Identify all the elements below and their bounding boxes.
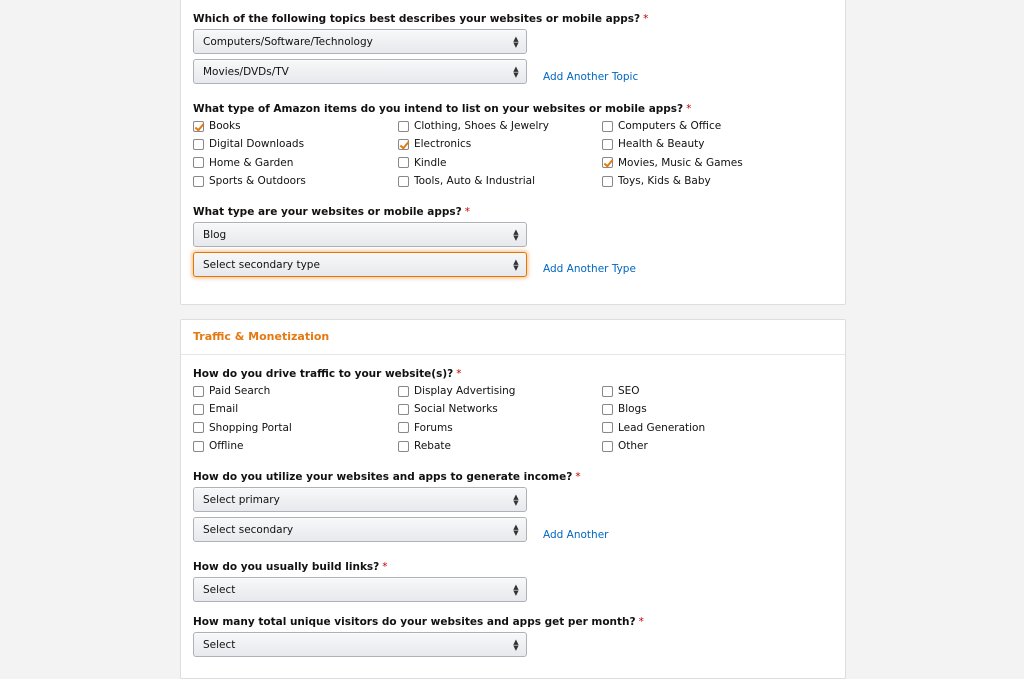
checkbox-box[interactable] <box>602 422 613 433</box>
topic-secondary-value: Movies/DVDs/TV <box>203 66 289 78</box>
checkbox-label: Shopping Portal <box>209 421 292 434</box>
checkbox-other[interactable] <box>602 438 648 454</box>
income-primary-select[interactable] <box>193 487 527 512</box>
income-secondary-value: Select secondary <box>203 524 294 536</box>
traffic-question: How do you drive traffic to your website(s)? * <box>193 368 462 380</box>
checkbox-label: Health & Beauty <box>618 138 705 151</box>
checkbox-email[interactable] <box>193 401 238 417</box>
checkmark-icon[interactable] <box>398 139 409 150</box>
checkbox-box[interactable] <box>193 441 204 452</box>
site-type-secondary-select[interactable] <box>193 252 527 277</box>
checkbox-box[interactable] <box>602 139 613 150</box>
checkbox-forums[interactable] <box>398 420 453 436</box>
visitors-value: Select <box>203 639 236 651</box>
visitors-question: How many total unique visitors do your websites and apps get per month? * <box>193 616 644 628</box>
checkbox-label: Computers & Office <box>618 120 722 132</box>
items-question: What type of Amazon items do you intend to list on your websites or mobile apps? * <box>193 103 692 115</box>
checkbox-home-and-garden[interactable] <box>193 155 293 171</box>
checkbox-label: Lead Generation <box>618 421 706 434</box>
checkbox-label: Display Advertising <box>414 385 516 397</box>
required-marker: * <box>464 206 471 218</box>
up-down-chevron-icon: ▲ ▼ <box>513 583 519 597</box>
up-down-chevron-icon: ▲ ▼ <box>513 228 519 242</box>
checkbox-computers-and-office[interactable] <box>602 118 721 134</box>
checkbox-box[interactable] <box>398 386 409 397</box>
checkbox-box[interactable] <box>193 386 204 397</box>
add-another-topic-link[interactable]: Add Another Topic <box>543 71 639 83</box>
topics-question: Which of the following topics best describes your websites or mobile apps? * <box>193 13 649 25</box>
checkmark-icon[interactable] <box>602 157 613 168</box>
required-marker: * <box>456 368 462 380</box>
checkbox-label: Kindle <box>414 156 447 169</box>
up-down-chevron-icon: ▲ ▼ <box>513 65 519 79</box>
checkbox-offline[interactable] <box>193 438 243 454</box>
checkbox-box[interactable] <box>602 441 613 452</box>
checkbox-movies-music-and-games[interactable] <box>602 155 743 171</box>
add-another-type-link[interactable]: Add Another Type <box>543 263 636 275</box>
checkbox-toys-kids-and-baby[interactable] <box>602 173 711 189</box>
checkbox-box[interactable] <box>193 139 204 150</box>
checkbox-label: Movies, Music & Games <box>618 156 743 169</box>
checkbox-label: Forums <box>414 421 453 434</box>
checkbox-label: Electronics <box>414 138 472 151</box>
checkbox-box[interactable] <box>602 386 613 397</box>
checkbox-box[interactable] <box>193 422 204 433</box>
checkbox-box[interactable] <box>398 441 409 452</box>
checkbox-box[interactable] <box>193 176 204 187</box>
topic-secondary-select[interactable] <box>193 59 527 84</box>
links-select[interactable] <box>193 577 527 602</box>
checkbox-label: Digital Downloads <box>209 138 305 151</box>
required-marker: * <box>382 561 388 573</box>
checkbox-seo[interactable] <box>602 383 640 399</box>
checkbox-tools-auto-and-industrial[interactable] <box>398 173 535 189</box>
topic-primary-value: Computers/Software/Technology <box>203 36 373 48</box>
add-another-income-link[interactable]: Add Another <box>543 529 609 541</box>
checkbox-box[interactable] <box>398 176 409 187</box>
up-down-chevron-icon: ▲ ▼ <box>513 523 519 537</box>
site-type-primary-select[interactable] <box>193 222 527 247</box>
up-down-chevron-icon: ▲ ▼ <box>513 35 519 49</box>
site-type-question: What type are your websites or mobile apps? * <box>193 206 471 218</box>
required-marker: * <box>638 616 644 628</box>
site-type-secondary-value: Select secondary type <box>203 259 320 271</box>
checkbox-label: Toys, Kids & Baby <box>618 175 711 188</box>
links-question: How do you usually build links? * <box>193 561 388 573</box>
checkbox-box[interactable] <box>398 404 409 415</box>
topic-primary-select[interactable] <box>193 29 527 54</box>
checkmark-icon[interactable] <box>193 121 204 132</box>
checkbox-label: Sports & Outdoors <box>209 175 306 188</box>
checkbox-box[interactable] <box>398 422 409 433</box>
up-down-chevron-icon: ▲ ▼ <box>513 638 519 652</box>
checkbox-paid-search[interactable] <box>193 383 270 399</box>
checkbox-box[interactable] <box>602 404 613 415</box>
checkbox-label: Social Networks <box>414 403 498 416</box>
required-marker: * <box>575 471 581 483</box>
checkbox-shopping-portal[interactable] <box>193 420 292 436</box>
checkbox-display-advertising[interactable] <box>398 383 515 399</box>
section-header <box>181 320 845 355</box>
links-value: Select <box>203 584 236 596</box>
checkbox-label: Clothing, Shoes & Jewelry <box>414 120 549 132</box>
section-title: Traffic & Monetization <box>193 330 330 343</box>
traffic-monetization-card <box>180 319 846 679</box>
up-down-chevron-icon: ▲ ▼ <box>513 493 519 507</box>
income-secondary-select[interactable] <box>193 517 527 542</box>
checkbox-kindle[interactable] <box>398 155 447 171</box>
checkbox-label: Other <box>618 440 648 453</box>
checkbox-blogs[interactable] <box>602 401 647 417</box>
checkbox-label: Email <box>209 403 239 416</box>
checkbox-box[interactable] <box>398 157 409 168</box>
checkbox-box[interactable] <box>193 157 204 168</box>
checkbox-box[interactable] <box>602 176 613 187</box>
checkbox-books[interactable] <box>193 118 241 134</box>
checkbox-label: Paid Search <box>209 385 271 397</box>
checkbox-label: SEO <box>618 385 640 397</box>
up-down-chevron-icon: ▲ ▼ <box>513 258 519 272</box>
checkbox-rebate[interactable] <box>398 438 451 454</box>
required-marker: * <box>643 13 649 25</box>
visitors-select[interactable] <box>193 632 527 657</box>
checkbox-health-and-beauty[interactable] <box>602 136 704 152</box>
checkbox-label: Rebate <box>414 440 451 453</box>
checkbox-social-networks[interactable] <box>398 401 498 417</box>
checkbox-box[interactable] <box>602 121 613 132</box>
income-primary-value: Select primary <box>203 494 280 506</box>
checkbox-box[interactable] <box>193 404 204 415</box>
checkbox-digital-downloads[interactable] <box>193 136 304 152</box>
checkbox-label: Offline <box>209 440 244 453</box>
checkbox-label: Home & Garden <box>209 156 294 169</box>
checkbox-sports-and-outdoors[interactable] <box>193 173 306 189</box>
checkbox-box[interactable] <box>398 121 409 132</box>
checkbox-label: Blogs <box>618 403 647 416</box>
checkbox-electronics[interactable] <box>398 136 471 152</box>
website-profile-card <box>180 0 846 305</box>
checkbox-label: Tools, Auto & Industrial <box>414 175 536 188</box>
checkbox-lead-generation[interactable] <box>602 420 705 436</box>
required-marker: * <box>686 103 692 115</box>
income-question: How do you utilize your websites and apps to generate income? * <box>193 471 581 483</box>
site-type-primary-value: Blog <box>203 229 227 241</box>
checkbox-label: Books <box>209 120 241 132</box>
checkbox-clothing-shoes-and-jewelry[interactable] <box>398 118 549 134</box>
